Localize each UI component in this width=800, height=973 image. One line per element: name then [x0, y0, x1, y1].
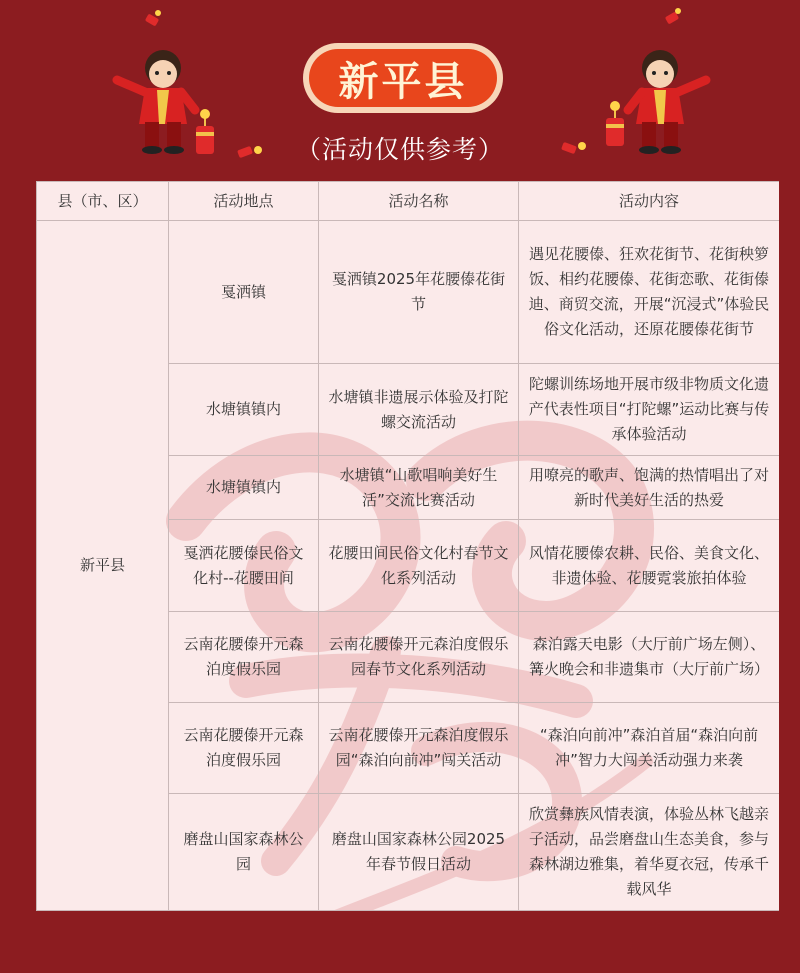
header	[0, 0, 800, 180]
location-cell: 云南花腰傣开元森泊度假乐园	[169, 703, 319, 794]
county-cell: 新平县	[37, 221, 169, 911]
activity-content-cell: 遇见花腰傣、狂欢花街节、花街秧箩饭、相约花腰傣、花街恋歌、花街傣迪、商贸交流，开展“沉浸式”体验民俗文化活动，还原花腰傣花街节	[519, 221, 780, 364]
location-cell: 戛洒花腰傣民俗文化村--花腰田间	[169, 520, 319, 612]
spark-icon	[660, 6, 684, 30]
location-cell: 磨盘山国家森林公园	[169, 794, 319, 911]
page-subtitle: （活动仅供参考）	[295, 135, 504, 164]
page-title: 新平县	[309, 49, 497, 107]
title-badge	[303, 43, 503, 113]
activity-name-cell: 磨盘山国家森林公园2025年春节假日活动	[319, 794, 519, 911]
activity-content-cell: “森泊向前冲”森泊首届“森泊向前冲”智力大闯关活动强力来袭	[519, 703, 780, 794]
location-cell: 戛洒镇	[169, 221, 319, 364]
activity-content-cell: 陀螺训练场地开展市级非物质文化遗产代表性项目“打陀螺”运动比赛与传承体验活动	[519, 364, 780, 456]
activity-content-cell: 风情花腰傣农耕、民俗、美食文化、非遗体验、花腰霓裳旅拍体验	[519, 520, 780, 612]
activity-content-cell: 欣赏彝族风情表演，体验丛林飞越亲子活动，品尝磨盘山生态美食，参与森林湖边雅集，着华夏衣冠，传承千载风华	[519, 794, 780, 911]
table-row	[37, 221, 780, 364]
activity-table	[36, 181, 779, 911]
location-cell: 云南花腰傣开元森泊度假乐园	[169, 612, 319, 703]
activity-name-cell: 云南花腰傣开元森泊度假乐园“森泊向前冲”闯关活动	[319, 703, 519, 794]
activity-table-container	[36, 181, 779, 911]
column-header-name: 活动名称	[319, 182, 519, 221]
spark-icon	[140, 8, 164, 32]
column-header-location: 活动地点	[169, 182, 319, 221]
activity-name-cell: 花腰田间民俗文化村春节文化系列活动	[319, 520, 519, 612]
activity-name-cell: 戛洒镇2025年花腰傣花街节	[319, 221, 519, 364]
activity-content-cell: 用嘹亮的歌声、饱满的热情唱出了对新时代美好生活的热爱	[519, 456, 780, 520]
column-header-county: 县（市、区）	[37, 182, 169, 221]
location-cell: 水塘镇镇内	[169, 456, 319, 520]
activity-name-cell: 云南花腰傣开元森泊度假乐园春节文化系列活动	[319, 612, 519, 703]
table-header-row	[37, 182, 780, 221]
location-cell: 水塘镇镇内	[169, 364, 319, 456]
activity-name-cell: 水塘镇“山歌唱响美好生活”交流比赛活动	[319, 456, 519, 520]
activity-content-cell: 森泊露天电影（大厅前广场左侧）、篝火晚会和非遗集市（大厅前广场）	[519, 612, 780, 703]
column-header-content: 活动内容	[519, 182, 780, 221]
activity-name-cell: 水塘镇非遗展示体验及打陀螺交流活动	[319, 364, 519, 456]
